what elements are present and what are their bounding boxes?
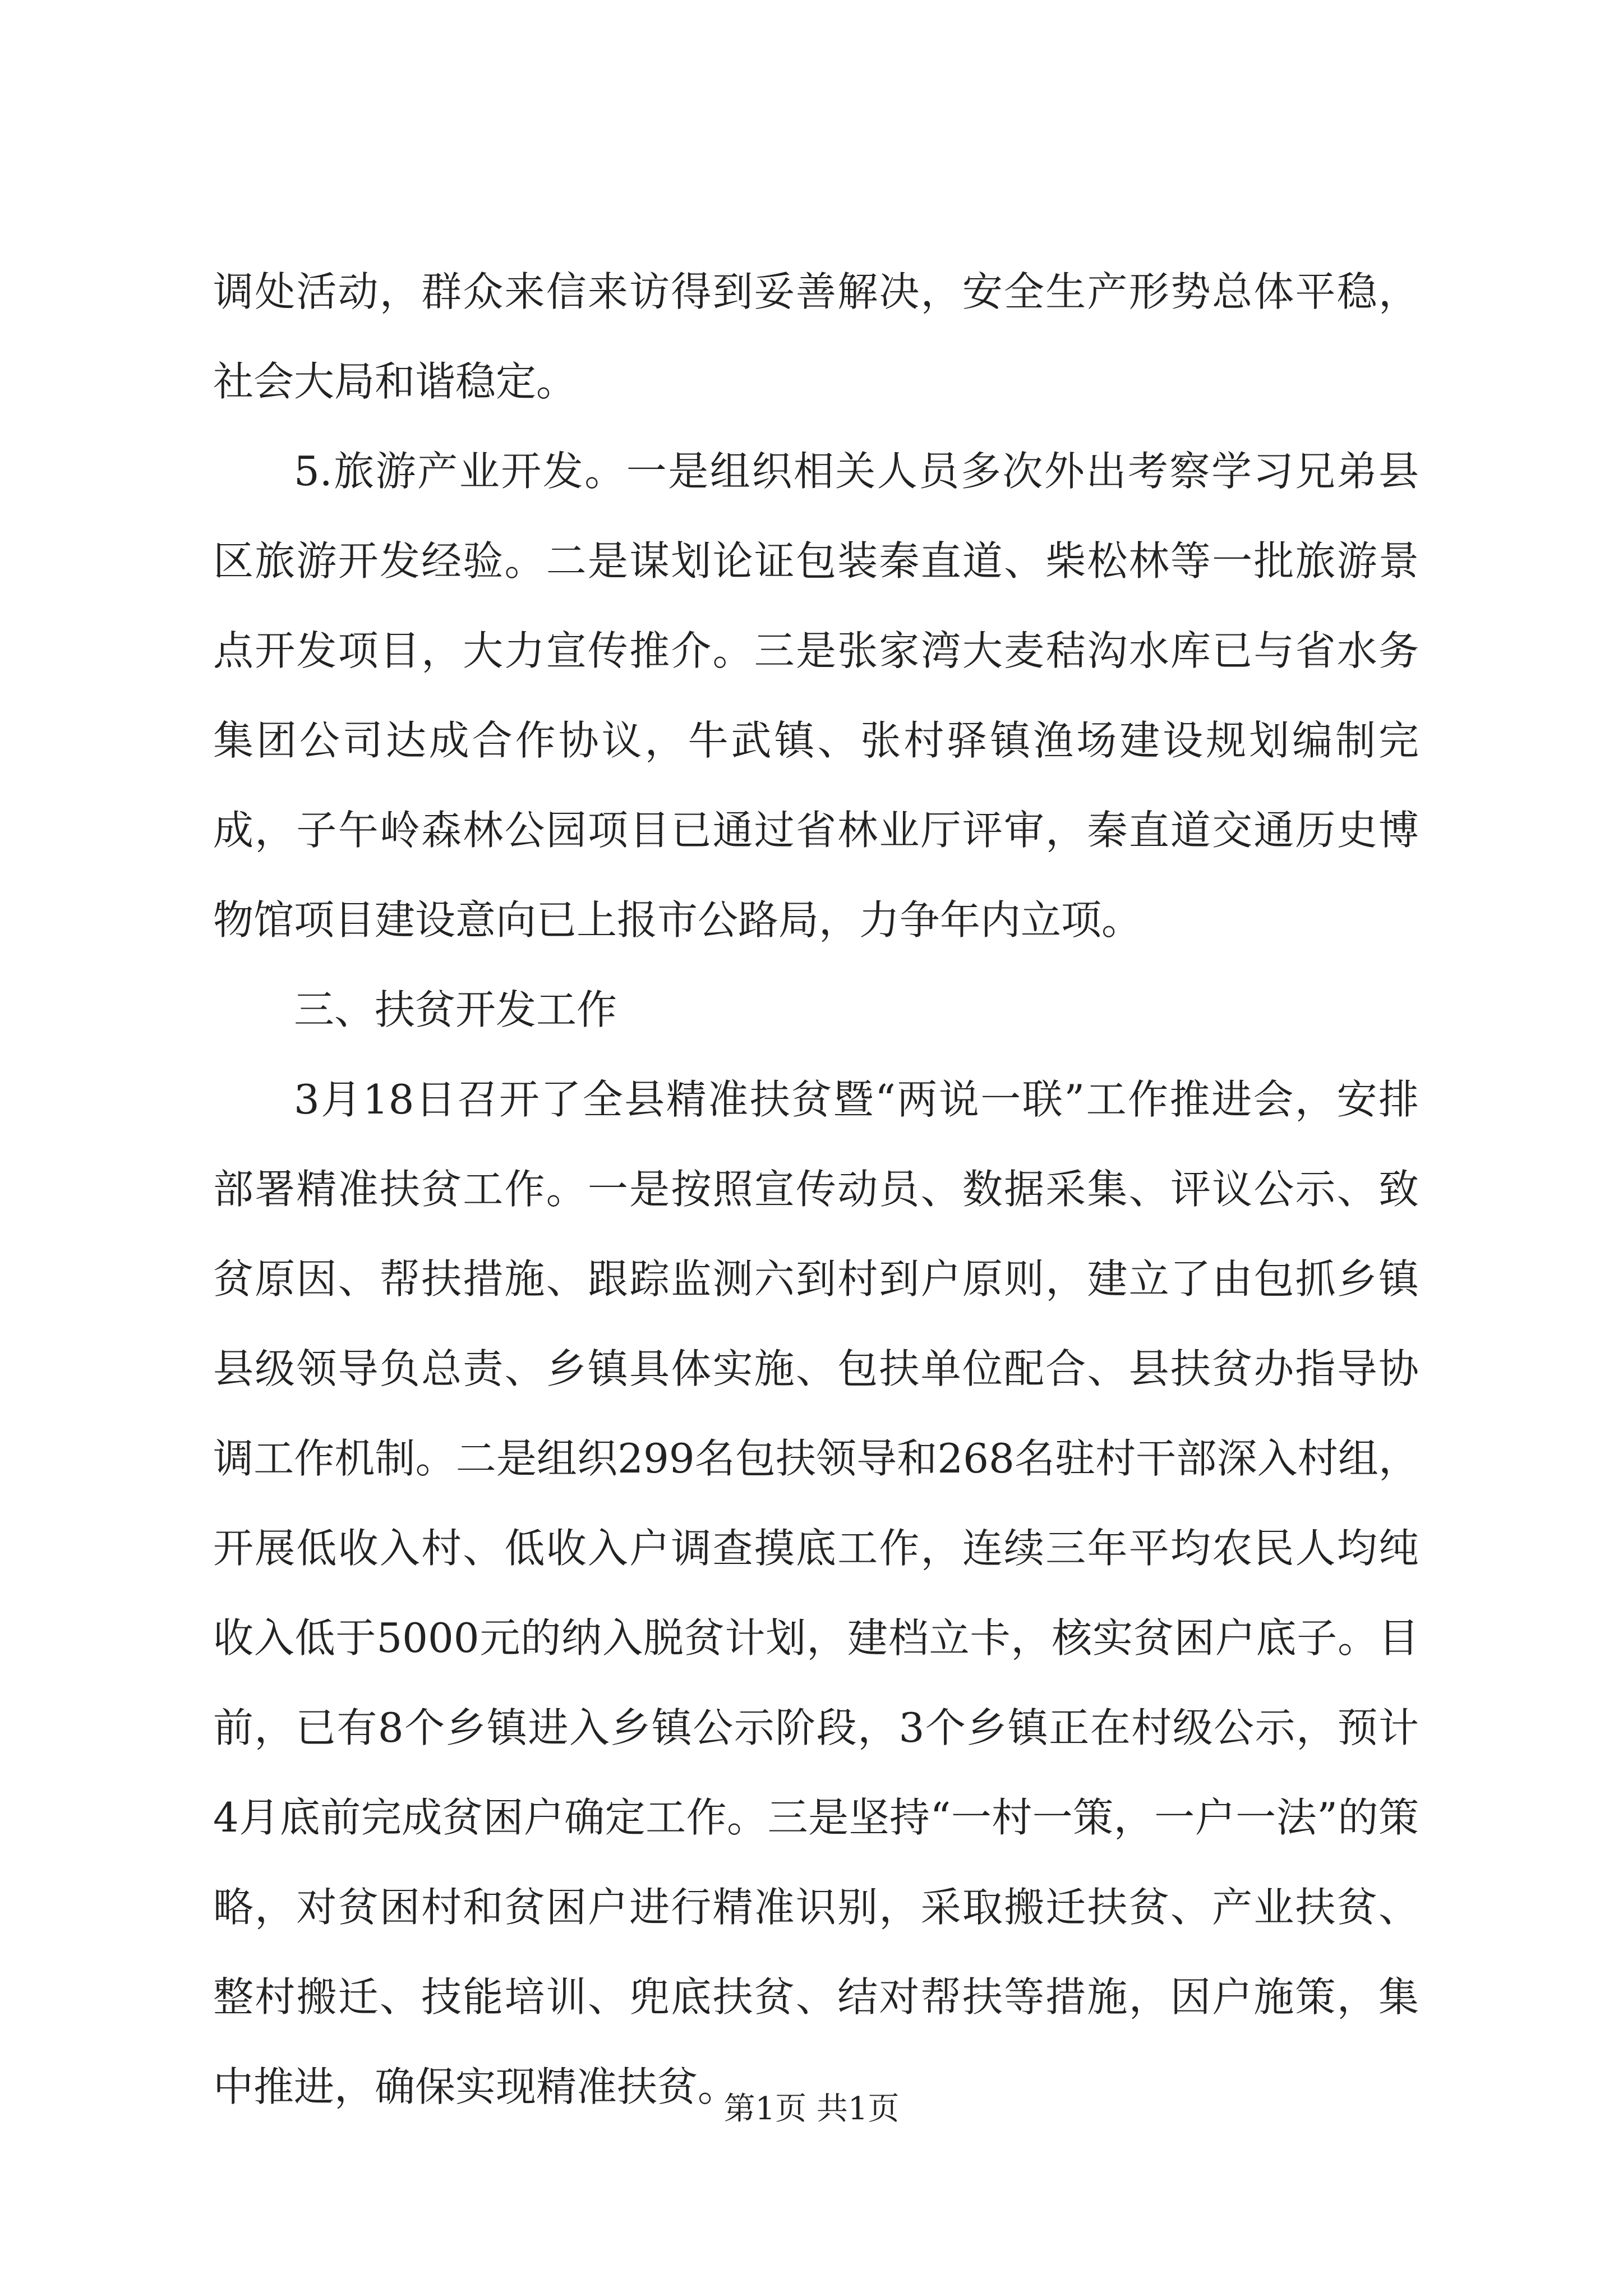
- paragraph-tourism: 5.旅游产业开发。一是组织相关人员多次外出考察学习兄弟县区旅游开发经验。二是谋划论证包装秦直道、柴松林等一批旅游景点开发项目，大力宣传推介。三是张家湾大麦秸沟水库已与省水务集团公司达成合作协议，牛武镇、张村驿镇渔场建设规划编制完成，子午岭森林公园项目已通过省林业厅评审，秦直道交通历史博物馆项目建设意向已上报市公路局，力争年内立项。: [213, 448, 1419, 944]
- paragraph-continuation: 调处活动，群众来信来访得到妥善解决，安全生产形势总体平稳，社会大局和谐稳定。: [213, 268, 1419, 405]
- document-body: [213, 247, 1419, 2132]
- section-heading-poverty: 三、扶贫开发工作: [294, 986, 617, 1033]
- paragraph-poverty: 3月18日召开了全县精准扶贫暨“两说一联”工作推进会，安排部署精准扶贫工作。一是按照宣传动员、数据采集、评议公示、致贫原因、帮扶措施、跟踪监测六到村到户原则，建立了由包抓乡镇县级领导负总责、乡镇具体实施、包扶单位配合、县扶贫办指导协调工作机制。二是组织299名包扶领导和268名驻村干部深入村组，开展低收入村、低收入户调查摸底工作，连续三年平均农民人均纯收入低于5000元的纳入脱贫计划，建档立卡，核实贫困户底子。目前，已有8个乡镇进入乡镇公示阶段，3个乡镇正在村级公示，预计4月底前完成贫困户确定工作。三是坚持“一村一策，一户一法”的策略，对贫困村和贫困户进行精准识别，采取搬迁扶贫、产业扶贫、整村搬迁、技能培训、兜底扶贫、结对帮扶等措施，因户施策，集中推进，确保实现精准扶贫。: [213, 1076, 1419, 2110]
- page-footer: 第1页 共1页: [723, 2091, 900, 2127]
